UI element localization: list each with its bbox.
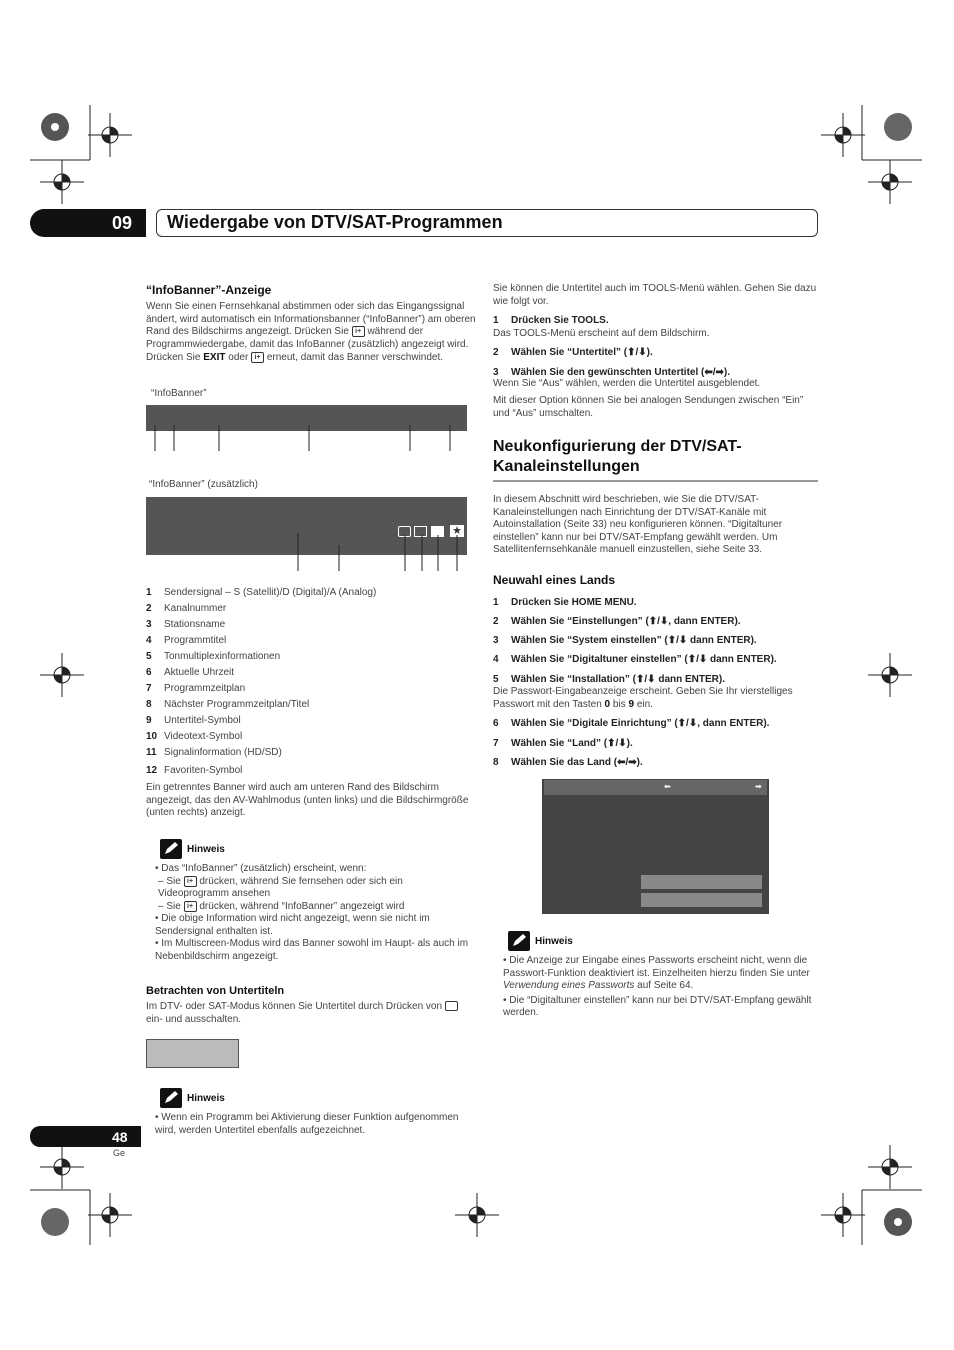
fig2-label: “InfoBanner” (zusätzlich) <box>149 479 258 490</box>
land-step: 5 Wählen Sie “Installation” (⬆/⬇ dann ENTER). <box>493 674 725 685</box>
list-item: 12 Favoriten-Symbol <box>146 765 243 776</box>
info-key-icon: i+ <box>184 876 197 887</box>
pencil-note-icon <box>160 839 182 859</box>
land-step: 6 Wählen Sie “Digitale Einrichtung” (⬆/⬇, dann ENTER). <box>493 718 770 729</box>
list-item: 10 Videotext-Symbol <box>146 731 243 742</box>
reconfig-text: In diesem Abschnitt wird beschrieben, wie Sie die DTV/SAT-Kanaleinstellungen nach Einrichtung der DTV/SAT-Kanäle mit Autoinstallation (Seite 33) neu konfigurieren können. “Digitaltuner einstellen” kann nur bei DTV/SAT-Empfang gewählt werden. Um Satellitenfernsehkanäle manuell einzustellen, siehe Seite 33. <box>493 494 783 556</box>
page-number: 48 <box>112 1129 128 1145</box>
list-item: 7 Programmzeitplan <box>146 683 246 694</box>
favorite-star-icon: ★ <box>450 525 464 537</box>
note-label: Hinweis <box>187 844 225 855</box>
info-key-icon: i+ <box>184 901 197 912</box>
info-key-icon: i+ <box>251 352 264 363</box>
exit-key: EXIT <box>203 351 226 363</box>
reconfig-heading: Neukonfigurierung der DTV/SAT- Kanaleinstellungen <box>493 438 742 475</box>
infobanner-callouts <box>146 425 476 455</box>
legend-list <box>146 587 476 781</box>
land-step: 2 Wählen Sie “Einstellungen” (⬆/⬇, dann ENTER). <box>493 616 741 627</box>
subtitles-heading: Betrachten von Untertiteln <box>146 985 285 997</box>
arrow-left-icon: ⬅ <box>664 782 671 791</box>
list-item: 11 Signalinformation (HD/SD) <box>146 747 282 758</box>
note-3-body: • Die Anzeige zur Eingabe eines Passworts erscheint nicht, wenn die Passwort-Funktion deaktiviert ist. Einzelheiten hierzu finden Sie unter Verwendung eines Passworts auf Seite 64. • Die “Digitaltuner einstellen” kann nur bei DTV/SAT-Empfang gewählt werden. <box>503 955 812 1018</box>
list-item: 1 Sendersignal – S (Satellit)/D (Digital)/A (Analog) <box>146 587 377 598</box>
land-step: 8 Wählen Sie das Land (⬅/➡). <box>493 757 643 768</box>
land-heading: Neuwahl eines Lands <box>493 573 616 587</box>
tools-after-2: Mit dieser Option können Sie bei analogen Sendungen zwischen “Ein” und “Aus” umschalten. <box>493 395 804 419</box>
infobanner-intro: Wenn Sie einen Fernsehkanal abstimmen oder sich das Eingangssignal ändert, wird automatisch ein Informationsbanner (“InfoBanner”) am oberen Rand des Bildschirms angezeigt. Drücken Sie i+ während der Programmwiedergabe, damit das InfoBanner (zusätzlich) angezeigt wird. Drücken Sie EXIT oder i+ erneut, damit das Banner verschwindet. <box>146 301 476 363</box>
subtitle-figure <box>146 1039 239 1068</box>
list-item: 6 Aktuelle Uhrzeit <box>146 667 235 678</box>
separate-banner-text: Ein getrenntes Banner wird auch am unteren Rand des Bildschirm angezeigt, das den AV-Wahlmodus (unten links) und die Bildschirmgröße (unten rechts) anzeigt. <box>146 782 469 819</box>
arrow-right-icon: ➡ <box>755 782 762 791</box>
land-step: 3 Wählen Sie “System einstellen” (⬆/⬇ dann ENTER). <box>493 635 757 646</box>
setup-screen-button <box>641 875 762 889</box>
page-title: Wiedergabe von DTV/SAT-Programmen <box>167 212 503 232</box>
list-item: 5 Tonmultiplexinformationen <box>146 651 281 662</box>
tools-intro: Sie können die Untertitel auch im TOOLS-Menü wählen. Gehen Sie dazu wie folgt vor. <box>493 283 817 307</box>
pencil-note-icon <box>508 931 530 951</box>
page-lang: Ge <box>113 1148 126 1158</box>
land-step: 4 Wählen Sie “Digitaltuner einstellen” (⬆/⬇ dann ENTER). <box>493 654 777 665</box>
infobanner-extra-callouts <box>146 533 476 573</box>
fig1-label: “InfoBanner” <box>151 388 207 399</box>
tools-after-1: Wenn Sie “Aus” wählen, werden die Untertitel ausgeblendet. <box>493 378 761 389</box>
tools-step-3: 3 Wählen Sie den gewünschten Untertitel (⬅/➡). <box>493 367 730 378</box>
setup-screen-button <box>641 893 762 907</box>
list-item: 8 Nächster Programmzeitplan/Titel <box>146 699 310 710</box>
list-item: 3 Stationsname <box>146 619 226 630</box>
setup-screen-topbar <box>544 780 767 795</box>
note-label: Hinweis <box>187 1093 225 1104</box>
note-2-body: • Wenn ein Programm bei Aktivierung dieser Funktion aufgenommen wird, werden Untertitel ebenfalls aufgezeichnet. <box>155 1112 459 1136</box>
info-key-icon: i+ <box>352 326 365 337</box>
infobanner-heading: “InfoBanner”-Anzeige <box>146 283 272 297</box>
subtitle-key-icon <box>445 1001 458 1011</box>
password-text: Die Passwort-Eingabeanzeige erscheint. Geben Sie Ihr vierstelliges Passwort mit den Tasten 0 bis 9 ein. <box>493 686 793 710</box>
list-item: 2 Kanalnummer <box>146 603 227 614</box>
heading-rule <box>493 480 818 482</box>
pencil-note-icon <box>160 1088 182 1108</box>
subtitles-text: Im DTV- oder SAT-Modus können Sie Untertitel durch Drücken von ein- und ausschalten. <box>146 1001 476 1026</box>
land-step: 7 Wählen Sie “Land” (⬆/⬇). <box>493 738 633 749</box>
tools-step-1-desc: Das TOOLS-Menü erscheint auf dem Bildschirm. <box>493 328 710 339</box>
list-item: 9 Untertitel-Symbol <box>146 715 241 726</box>
note-1-body: • Das “InfoBanner” (zusätzlich) erscheint, wenn: – Sie i+ drücken, während Sie fernsehen oder sich ein Videoprogramm ansehen – Sie i+ drücken, während “InfoBanner” angezeigt wird • Die obige Information wird nicht angezeigt, wenn sie nicht im Sendersignal enthalten ist. • Im Multiscreen-Modus wird das Banner sowohl im Haupt- als auch im Nebenbildschirm angezeigt. <box>155 863 469 962</box>
tools-step-2: 2 Wählen Sie “Untertitel” (⬆/⬇). <box>493 347 653 358</box>
chapter-number: 09 <box>112 213 133 233</box>
note-label: Hinweis <box>535 936 573 947</box>
tools-step-1: 1 Drücken Sie TOOLS. <box>493 315 609 326</box>
land-step: 1 Drücken Sie HOME MENU. <box>493 597 637 608</box>
list-item: 4 Programmtitel <box>146 635 227 646</box>
